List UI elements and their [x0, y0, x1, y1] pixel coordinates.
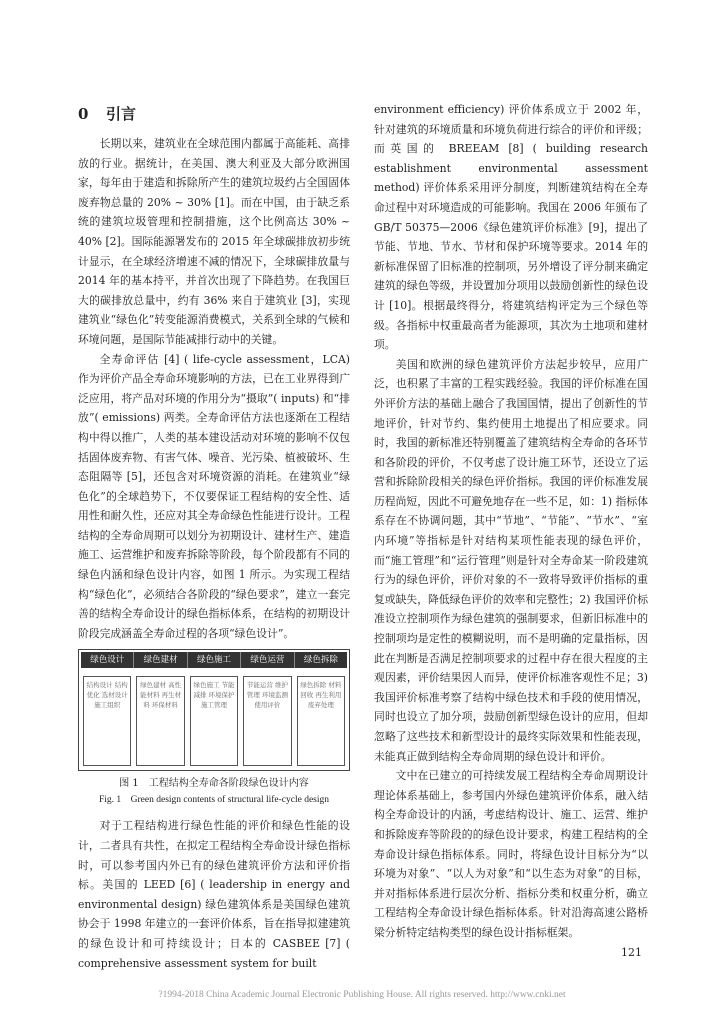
left-column	[78, 100, 350, 973]
page-number: 121	[621, 946, 642, 959]
stage-label: 绿色拆除	[303, 655, 338, 666]
paragraph: 对于工程结构进行绿色性能的评价和绿色性能的设计，二者具有共性，在拟定工程结构全寿命设计绿色指标时，可以参考国内外已有的绿色建筑评价方法和评价指标。美国的 LEED [6] ( leadership in energy and environmental design) 绿色建筑体系是美国绿色建筑协会于 1998 年建立的一套评价体系，旨在指导拟建建筑的绿色设计和可持续设计；日本的 CASBEE [7] ( comprehensive assessment system for built	[78, 819, 350, 970]
stage-label: 绿色设计	[81, 652, 134, 668]
paragraph: 文中在已建立的可持续发展工程结构全寿命周期设计理论体系基础上，参考国内外绿色建筑评价体系，融入结构全寿命设计的内涵，考虑结构设计、施工、运营、维护和拆除废弃等阶段的的绿色设计要求，构建工程结构的全寿命设计绿色指标体系。同时，将绿色设计目标分为“以环境为对象”、“以人为对象”和“以生态为对象”的目标，并对指标体系进行层次分析、指标分类和权重分析，确立工程结构全寿命设计绿色指标体系。针对沿海高速公路桥梁分析特定结构类型的绿色设计指标框架。	[374, 769, 648, 939]
figure-caption-en: Fig. 1 Green design contents of structural life-cycle design	[98, 795, 330, 806]
section-number: 0	[78, 105, 89, 123]
section-heading	[78, 100, 350, 128]
right-column	[374, 100, 648, 943]
paragraph: 全寿命评估 [4] ( life-cycle assessment，LCA) 作为评价产品全寿命环境影响的方法，已在工业界得到广泛应用，将产品对环境的作用分为“摄取”( inputs) 和“排放”( emissions) 两类。全寿命评估方法也逐渐在工程结构中得以推广，人类的基本建设活动对环境的影响不仅包括固体废弃物、有害气体、噪音、光污染、植被破坏、生态阻隔等 [5]，还包含对环境资源的消耗。在建筑业“绿色化”的全球趋势下，不仅要保证工程结构的安全性、适用性和耐久性，还应对其全寿命绿色性能进行设计。工程结构的全寿命周期可以划分为初期设计、建材生产、建造施工、运营维护和废弃拆除等阶段，每个阶段都有不同的绿色内涵和绿色设计内容，如图 1 所示。为实现工程结构“绿色化”，必须结合各阶段的“绿色要求”，建立一套完善的结构全寿命设计的绿色指标体系，在结构的初期设计阶段完成涵盖全寿命过程的各项“绿色设计”。	[78, 352, 350, 640]
stage-content-box: 绿色拆除 材料回收 再生利用 废弃处理	[297, 676, 345, 766]
figure-1	[78, 649, 350, 771]
figure-caption-cn: 图 1 工程结构全寿命各阶段绿色设计内容	[119, 778, 309, 790]
stage-content-box: 绿色施工 节能减排 环境保护 施工管理	[190, 676, 238, 766]
paragraph: 美国和欧洲的绿色建筑评价方法起步较早，应用广泛，也积累了丰富的工程实践经验。我国的评价标准在国外评价方法的基础上融合了我国国情，提出了创新性的节地评价，针对节约、集约使用土地提出了相应要求。同时，我国的新标准还特别覆盖了建筑结构全寿命的各环节和各阶段的评价，不仅考虑了设计施工环节，还设立了运营和拆除阶段相关的绿色评价指标。我国的评价标准发展历程尚短，因此不可避免地存在一些不足，如：1) 指标体系存在不协调问题，其中“节地”、“节能”、“节水”、“室内环境”等指标是针对结构某项性能表现的绿色评价，而“施工管理”和“运行管理”则是针对全寿命某一阶段建筑行为的绿色评价，评价对象的不一致将导致评价指标的重复或缺失，降低绿色评价的效率和完整性；2) 我国评价标准设立控制项作为绿色建筑的强制要求，但新旧标准中的控制项均是定性的模糊说明，而不是明确的定量指标，因此在判断是否满足控制项要求的过程中存在很大程度的主观因素，评价结果因人而异，使评价标准客观性不足；3) 我国评价标准考察了结构中绿色技术和手段的使用情况，同时也设立了加分项，鼓励创新型绿色设计的应用，但却忽略了这些技术和新型设计的最终实际效果和性能表现，未能真正做到结构全寿命周期的绿色设计和评价。	[374, 357, 648, 763]
paragraph: 长期以来，建筑业在全球范围内都属于高能耗、高排放的行业。据统计，在美国、澳大利亚及大部分欧洲国家，每年由于建造和拆除所产生的建筑垃圾约占全国固体废弃物总量的 20% ~ 30% [1]。而在中国，由于缺乏系统的建筑垃圾管理和控制措施，这个比例高达 30% ~ 40% [2]。国际能源署发布的 2015 年全球碳排放初步统计显示，在全球经济增速不减的情况下，全球碳排放量与 2014 年的基本持平，并首次出现了下降趋势。在我国巨大的碳排放总量中，约有 36% 来自于建筑业 [3]，实现建筑业“绿色化”转变能源消费模式，关系到全球的气候和环境问题，是国际节能减排行动中的关键。	[78, 137, 350, 346]
paragraph: environment efficiency) 评价体系成立于 2002 年，针对建筑的环境质量和环境负荷进行综合的评价和评级；而英国的 BREEAM [8] ( building research establishment environmental assessment method) 评价体系采用评分制度，判断建筑结构在全寿命过程中对环境造成的可能影响。我国在 2006 年颁布了 GB/T 50375—2006《绿色建筑评价标准》[9]，提出了节能、节地、节水、节材和保护环境等要求。2014 年的新标准保留了旧标准的控制项，另外增设了评分制来确定建筑的绿色等级，并设置加分项用以鼓励创新性的绿色设计 [10]。根据最终得分，将建筑结构评定为三个绿色等级。各指标中权重最高者为能源项，其次为土地项和建材项。	[374, 103, 648, 352]
stage-label: 绿色施工	[188, 652, 241, 668]
stage-label: 绿色建材	[134, 652, 187, 668]
stage-content-boxes	[83, 676, 345, 766]
section-title: 引言	[106, 105, 137, 123]
stage-content-box: 结构设计 结构优化 选材设计 施工组织	[83, 676, 131, 766]
stage-content-box: 绿色建材 高性能材料 再生材料 环保材料	[136, 676, 184, 766]
stage-bar	[81, 652, 347, 668]
stage-label: 绿色运营	[241, 652, 294, 668]
stage-content-box: 节能运营 维护管理 环境监测 使用评价	[243, 676, 291, 766]
copyright-footer: ?1994-2018 China Academic Journal Electronic Publishing House. All rights reserved. http://www.cnki.net	[158, 990, 566, 1000]
